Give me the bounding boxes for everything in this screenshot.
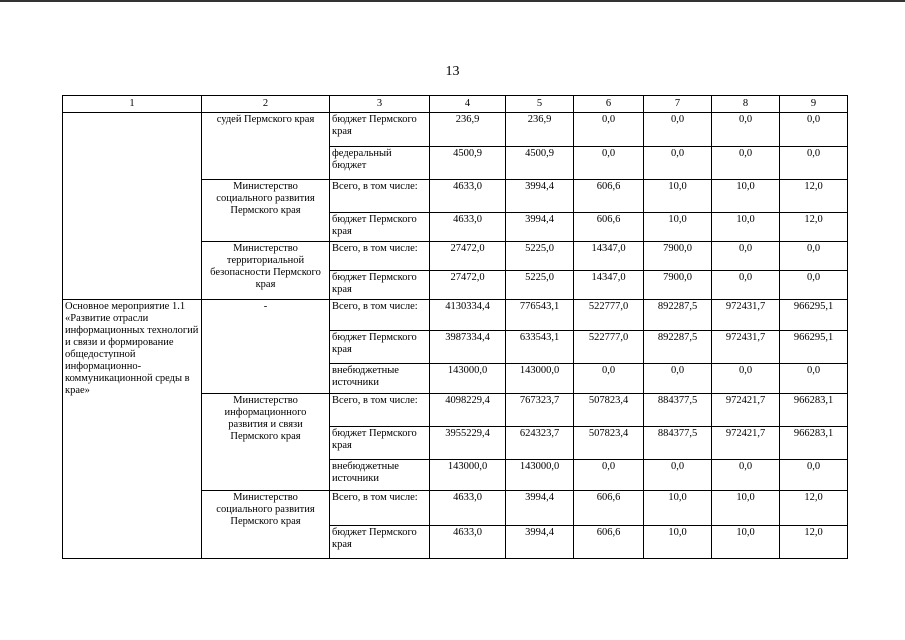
funding-source-cell: Всего, в том числе: [330,491,430,526]
value-cell: 892287,5 [644,300,712,331]
value-cell: 3994,4 [506,180,574,213]
value-cell: 3994,4 [506,491,574,526]
value-cell: 10,0 [712,180,780,213]
executor-cell: - [202,300,330,394]
value-cell: 10,0 [712,491,780,526]
value-cell: 236,9 [506,113,574,147]
value-cell: 0,0 [644,147,712,180]
value-cell: 4633,0 [430,180,506,213]
value-cell: 966283,1 [780,427,848,460]
value-cell: 0,0 [780,460,848,491]
value-cell: 884377,5 [644,427,712,460]
value-cell: 3987334,4 [430,331,506,364]
value-cell: 606,6 [574,526,644,559]
value-cell: 892287,5 [644,331,712,364]
value-cell: 10,0 [712,213,780,242]
value-cell: 0,0 [780,271,848,300]
funding-source-cell: Всего, в том числе: [330,180,430,213]
value-cell: 7900,0 [644,271,712,300]
value-cell: 143000,0 [430,460,506,491]
value-cell: 972421,7 [712,427,780,460]
value-cell: 12,0 [780,180,848,213]
funding-source-cell: бюджет Пермского края [330,113,430,147]
column-header: 5 [506,96,574,113]
funding-source-cell: бюджет Пермского края [330,427,430,460]
column-header: 8 [712,96,780,113]
value-cell: 236,9 [430,113,506,147]
value-cell: 5225,0 [506,242,574,271]
value-cell: 5225,0 [506,271,574,300]
table-row [63,113,848,147]
value-cell: 12,0 [780,213,848,242]
funding-source-cell: бюджет Пермского края [330,331,430,364]
value-cell: 0,0 [712,147,780,180]
value-cell: 0,0 [780,242,848,271]
value-cell: 0,0 [780,147,848,180]
value-cell: 143000,0 [506,364,574,394]
table-body [63,96,848,559]
executor-cell: Министерство социального развития Пермского края [202,491,330,559]
executor-cell: Министерство информационного развития и связи Пермского края [202,394,330,491]
value-cell: 4098229,4 [430,394,506,427]
value-cell: 767323,7 [506,394,574,427]
funding-source-cell: бюджет Пермского края [330,526,430,559]
value-cell: 3955229,4 [430,427,506,460]
funding-source-cell: Всего, в том числе: [330,394,430,427]
value-cell: 0,0 [780,364,848,394]
value-cell: 522777,0 [574,331,644,364]
column-header: 2 [202,96,330,113]
value-cell: 143000,0 [506,460,574,491]
funding-source-cell: бюджет Пермского края [330,271,430,300]
value-cell: 12,0 [780,491,848,526]
value-cell: 0,0 [780,113,848,147]
executor-cell: Министерство территориальной безопасности Пермского края [202,242,330,300]
value-cell: 606,6 [574,180,644,213]
value-cell: 0,0 [712,364,780,394]
value-cell: 507823,4 [574,394,644,427]
value-cell: 884377,5 [644,394,712,427]
value-cell: 0,0 [574,364,644,394]
value-cell: 10,0 [644,526,712,559]
value-cell: 14347,0 [574,242,644,271]
funding-source-cell: федеральный бюджет [330,147,430,180]
column-header: 1 [63,96,202,113]
value-cell: 3994,4 [506,213,574,242]
value-cell: 27472,0 [430,242,506,271]
executor-cell: судей Пермского края [202,113,330,180]
funding-source-cell: внебюджетные источники [330,364,430,394]
budget-table [62,95,848,559]
value-cell: 10,0 [644,491,712,526]
top-rule [0,0,905,2]
column-header: 7 [644,96,712,113]
value-cell: 143000,0 [430,364,506,394]
value-cell: 12,0 [780,526,848,559]
event-cell [63,113,202,300]
value-cell: 0,0 [574,113,644,147]
column-header: 6 [574,96,644,113]
value-cell: 972421,7 [712,394,780,427]
value-cell: 0,0 [712,242,780,271]
value-cell: 4500,9 [430,147,506,180]
header-row [63,96,848,113]
value-cell: 507823,4 [574,427,644,460]
executor-cell: Министерство социального развития Пермского края [202,180,330,242]
value-cell: 966295,1 [780,331,848,364]
top-rule-segment [808,0,833,2]
column-header: 3 [330,96,430,113]
value-cell: 4500,9 [506,147,574,180]
value-cell: 3994,4 [506,526,574,559]
value-cell: 624323,7 [506,427,574,460]
value-cell: 4633,0 [430,526,506,559]
value-cell: 972431,7 [712,331,780,364]
value-cell: 0,0 [644,364,712,394]
value-cell: 966295,1 [780,300,848,331]
column-header: 4 [430,96,506,113]
value-cell: 4633,0 [430,491,506,526]
event-cell: Основное мероприятие 1.1 «Развитие отрасли информационных технологий и связи и формирование общедоступной информационно-коммуникационной среды в крае» [63,300,202,559]
value-cell: 7900,0 [644,242,712,271]
value-cell: 0,0 [712,271,780,300]
page-number: 13 [445,64,460,79]
value-cell: 27472,0 [430,271,506,300]
value-cell: 966283,1 [780,394,848,427]
funding-source-cell: внебюджетные источники [330,460,430,491]
value-cell: 0,0 [644,113,712,147]
value-cell: 606,6 [574,491,644,526]
value-cell: 4130334,4 [430,300,506,331]
value-cell: 10,0 [644,180,712,213]
value-cell: 522777,0 [574,300,644,331]
value-cell: 4633,0 [430,213,506,242]
value-cell: 606,6 [574,213,644,242]
value-cell: 633543,1 [506,331,574,364]
value-cell: 0,0 [574,147,644,180]
value-cell: 0,0 [712,113,780,147]
value-cell: 776543,1 [506,300,574,331]
value-cell: 0,0 [574,460,644,491]
value-cell: 10,0 [644,213,712,242]
table-row [63,300,848,331]
value-cell: 0,0 [712,460,780,491]
value-cell: 14347,0 [574,271,644,300]
value-cell: 10,0 [712,526,780,559]
funding-source-cell: Всего, в том числе: [330,242,430,271]
funding-source-cell: бюджет Пермского края [330,213,430,242]
value-cell: 0,0 [644,460,712,491]
column-header: 9 [780,96,848,113]
funding-source-cell: Всего, в том числе: [330,300,430,331]
value-cell: 972431,7 [712,300,780,331]
